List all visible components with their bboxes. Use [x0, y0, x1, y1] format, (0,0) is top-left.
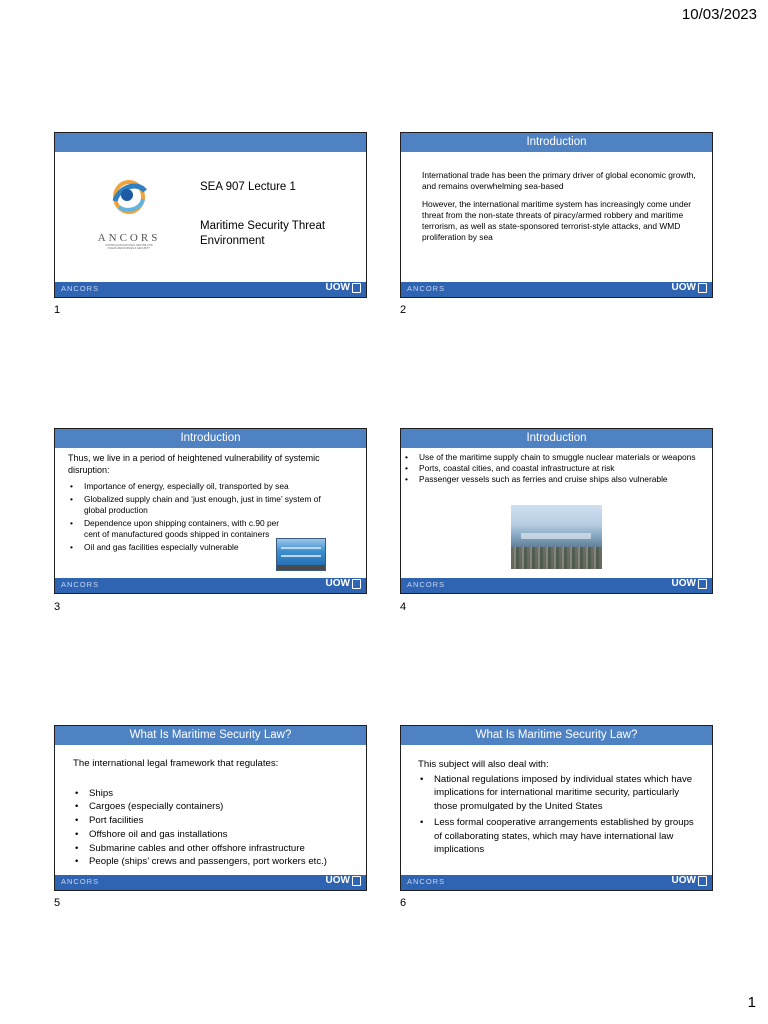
bullet-list — [418, 773, 698, 857]
intro-text: This subject will also deal with: — [418, 759, 549, 770]
paragraph: International trade has been the primary driver of global economic growth, and remains overwhelming sea-based — [422, 170, 696, 191]
slide-number: 2 — [400, 304, 407, 316]
uow-logo — [672, 578, 707, 589]
slide-footer — [401, 875, 712, 890]
slide-number: 6 — [400, 897, 407, 909]
list-item: • Submarine cables and other offshore infrastructure — [73, 842, 363, 856]
slide-header: Introduction — [401, 133, 712, 152]
page-date: 10/03/2023 — [681, 6, 757, 23]
intro-text: Thus, we live in a period of heightened vulnerability of systemic disruption: — [68, 453, 320, 475]
slide-2-body — [422, 170, 710, 250]
list-item: • Ports, coastal cities, and coastal infrastructure at risk — [403, 463, 708, 474]
uow-crest-icon — [352, 876, 361, 886]
subtitle-line: Environment — [200, 235, 265, 247]
uow-logo — [672, 282, 707, 293]
list-item: • Importance of energy, especially oil, transported by sea — [68, 481, 338, 492]
list-item: • Less formal cooperative arrangements established by groups of collaborating states, which may have international law implications — [418, 816, 698, 857]
uow-crest-icon — [352, 579, 361, 589]
slide-1 — [54, 132, 367, 298]
footer-left-text: ANCORS — [407, 284, 446, 293]
slide-footer — [55, 875, 366, 890]
ancors-logo — [89, 167, 169, 251]
slide-4-body — [403, 452, 708, 487]
slide-header — [55, 133, 366, 152]
footer-left-text: ANCORS — [407, 877, 446, 886]
page-number: 1 — [747, 994, 756, 1011]
slide-1-title: SEA 907 Lecture 1 — [200, 181, 296, 193]
list-item: • Passenger vessels such as ferries and cruise ships also vulnerable — [403, 474, 708, 485]
uow-text: UOW — [671, 282, 696, 293]
list-item: • People (ships’ crews and passengers, port workers etc.) — [73, 855, 363, 869]
bullet-list — [73, 787, 363, 869]
list-item: • Ships — [73, 787, 363, 801]
list-item: • Offshore oil and gas installations — [73, 828, 363, 842]
slide-1-subtitle — [200, 219, 325, 249]
uow-text: UOW — [325, 875, 350, 886]
slide-6-body — [418, 758, 708, 859]
ancors-logo-subtitle: OCEAN RESOURCES & SECURITY — [107, 247, 151, 250]
slide-footer — [401, 578, 712, 593]
intro-text: The international legal framework that regulates: — [73, 758, 279, 769]
uow-text: UOW — [325, 578, 350, 589]
ancors-logo-subtitle: AUSTRALIAN NATIONAL CENTRE FOR — [105, 244, 153, 247]
list-item: • Oil and gas facilities especially vulnerable — [68, 542, 338, 553]
uow-crest-icon — [698, 579, 707, 589]
footer-left-text: ANCORS — [61, 284, 100, 293]
slide-footer — [55, 578, 366, 593]
footer-left-text: ANCORS — [61, 580, 100, 589]
list-item: • Cargoes (especially containers) — [73, 800, 363, 814]
list-item: • Port facilities — [73, 814, 363, 828]
slide-header: What Is Maritime Security Law? — [55, 726, 366, 745]
uow-logo — [672, 875, 707, 886]
uow-text: UOW — [671, 875, 696, 886]
list-item: • National regulations imposed by individual states which have implications for international maritime security, particularly those promulgated by the United States — [418, 773, 698, 814]
slide-header: Introduction — [55, 429, 366, 448]
slide-6 — [400, 725, 713, 891]
uow-logo — [326, 578, 361, 589]
slide-footer — [55, 282, 366, 297]
slide-number: 4 — [400, 601, 407, 613]
footer-left-text: ANCORS — [61, 877, 100, 886]
slide-4 — [400, 428, 713, 594]
uow-crest-icon — [698, 876, 707, 886]
footer-left-text: ANCORS — [407, 580, 446, 589]
slide-2 — [400, 132, 713, 298]
uow-crest-icon — [352, 283, 361, 293]
list-item: • Globalized supply chain and ‘just enough, just in time’ system of global production — [68, 494, 338, 516]
paragraph: However, the international maritime system has increasingly come under threat from the non-state threats of piracy/armed robbery and maritime terrorism, as well as state-sponsored terrorist-style attacks, and WMD proliferation by sea — [422, 199, 692, 242]
list-item: • Use of the maritime supply chain to smuggle nuclear materials or weapons — [403, 452, 708, 463]
list-item: • Dependence upon shipping containers, with c.90 per cent of manufactured goods shipped in containers — [68, 518, 338, 540]
slide-footer — [401, 282, 712, 297]
slide-number: 1 — [54, 304, 61, 316]
ancors-logo-text: ANCORS — [97, 232, 161, 244]
uow-logo — [326, 875, 361, 886]
uow-crest-icon — [698, 283, 707, 293]
uow-logo — [326, 282, 361, 293]
slide-5-body — [73, 757, 363, 869]
bullet-list — [403, 452, 708, 485]
slide-header: What Is Maritime Security Law? — [401, 726, 712, 745]
uow-text: UOW — [671, 578, 696, 589]
subtitle-line: Maritime Security Threat — [200, 220, 326, 232]
slide-number: 3 — [54, 601, 61, 613]
coastal-city-image — [511, 505, 602, 569]
slide-3 — [54, 428, 367, 594]
slide-header: Introduction — [401, 429, 712, 448]
ancors-logo-icon — [89, 167, 169, 227]
shipping-container-image — [276, 538, 326, 571]
slide-number: 5 — [54, 897, 61, 909]
uow-text: UOW — [325, 282, 350, 293]
slide-5 — [54, 725, 367, 891]
